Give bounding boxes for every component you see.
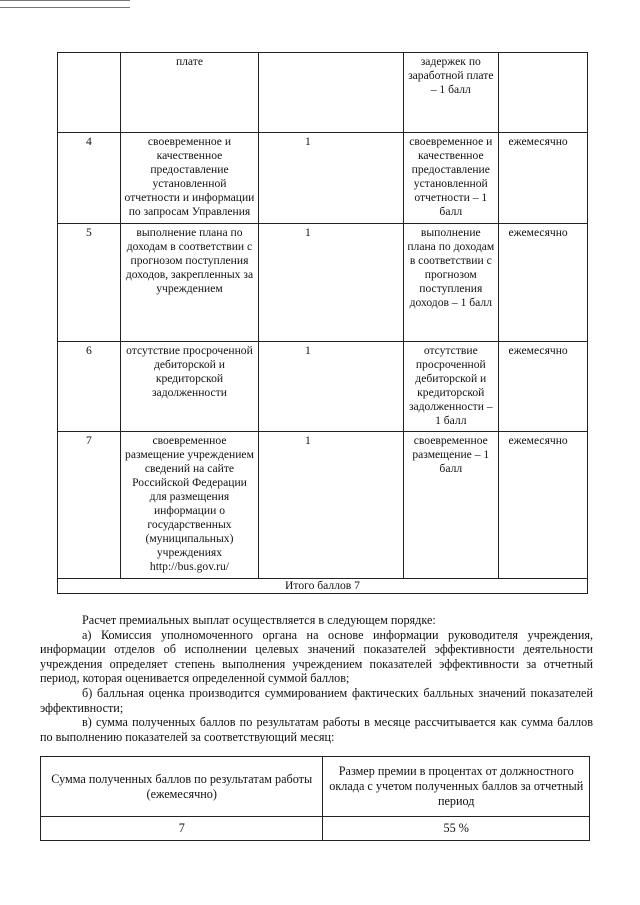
paragraph-b: б) балльная оценка производится суммированием фактических балльных значений показателей эффективности; bbox=[40, 685, 593, 715]
points-cell bbox=[258, 53, 403, 133]
paragraph-c: в) сумма полученных баллов по результатам работы в месяце рассчитывается как сумма баллов по выполнению показателей за соответствующий месяц: bbox=[40, 715, 593, 744]
indicators-table bbox=[57, 52, 588, 594]
bonus-value-right: 55 % bbox=[323, 817, 590, 841]
total-row bbox=[58, 579, 588, 594]
paragraph-a: а) Комиссия уполномоченного органа на основе информации руководителя учреждения, информации отделов об исполнении целевых значений показателей эффективности деятельности учреждения определяет степень выполнения учреждением показателей эффективности за отчетный период, которая оценивается определенной суммой баллов; bbox=[40, 627, 593, 686]
row-number: 4 bbox=[58, 133, 121, 224]
table-row bbox=[58, 224, 588, 342]
scan-edge-mark bbox=[0, 0, 130, 8]
period-cell bbox=[498, 53, 588, 133]
table-row bbox=[58, 432, 588, 579]
row-number bbox=[58, 53, 121, 133]
evaluation-cell: отсутствие просроченной дебиторской и кредиторской задолженности – 1 балл bbox=[404, 342, 498, 432]
period-cell: ежемесячно bbox=[498, 224, 588, 342]
criterion-cell: своевременное размещение учреждением сведений на сайте Российской Федерации для размещения информации о государственных (муниципальных) учреждениях http://bus.gov.ru/ bbox=[120, 432, 258, 579]
points-cell: 1 bbox=[258, 133, 403, 224]
points-cell: 1 bbox=[258, 342, 403, 432]
bonus-header-left: Сумма полученных баллов по результатам работы (ежемесячно) bbox=[41, 757, 323, 817]
points-cell: 1 bbox=[258, 224, 403, 342]
total-score: Итого баллов 7 bbox=[58, 579, 588, 594]
criterion-cell: отсутствие просроченной дебиторской и кредиторской задолженности bbox=[120, 342, 258, 432]
row-number: 5 bbox=[58, 224, 121, 342]
table-row bbox=[41, 757, 590, 817]
bonus-header-right: Размер премии в процентах от должностного оклада с учетом полученных баллов за отчетный период bbox=[323, 757, 590, 817]
table-row bbox=[58, 53, 588, 133]
table-row bbox=[41, 817, 590, 841]
paragraph-intro: Расчет премиальных выплат осуществляется в следующем порядке: bbox=[82, 613, 436, 627]
table-row bbox=[58, 342, 588, 432]
evaluation-cell: выполнение плана по доходам в соответствии с прогнозом поступления доходов – 1 балл bbox=[404, 224, 498, 342]
row-number: 7 bbox=[58, 432, 121, 579]
evaluation-cell: своевременное размещение – 1 балл bbox=[404, 432, 498, 579]
criterion-cell: выполнение плана по доходам в соответствии с прогнозом поступления доходов, закрепленных за учреждением bbox=[120, 224, 258, 342]
criterion-cell: плате bbox=[120, 53, 258, 133]
row-number: 6 bbox=[58, 342, 121, 432]
bonus-value-left: 7 bbox=[41, 817, 323, 841]
evaluation-cell: задержек по заработной плате – 1 балл bbox=[404, 53, 498, 133]
table-row bbox=[58, 133, 588, 224]
points-cell: 1 bbox=[258, 432, 403, 579]
evaluation-cell: своевременное и качественное предоставление установленной отчетности – 1 балл bbox=[404, 133, 498, 224]
period-cell: ежемесячно bbox=[498, 133, 588, 224]
period-cell: ежемесячно bbox=[498, 342, 588, 432]
procedure-text bbox=[40, 613, 593, 744]
bonus-table bbox=[40, 756, 590, 841]
criterion-cell: своевременное и качественное предоставление установленной отчетности и информации по запросам Управления bbox=[120, 133, 258, 224]
period-cell: ежемесячно bbox=[498, 432, 588, 579]
